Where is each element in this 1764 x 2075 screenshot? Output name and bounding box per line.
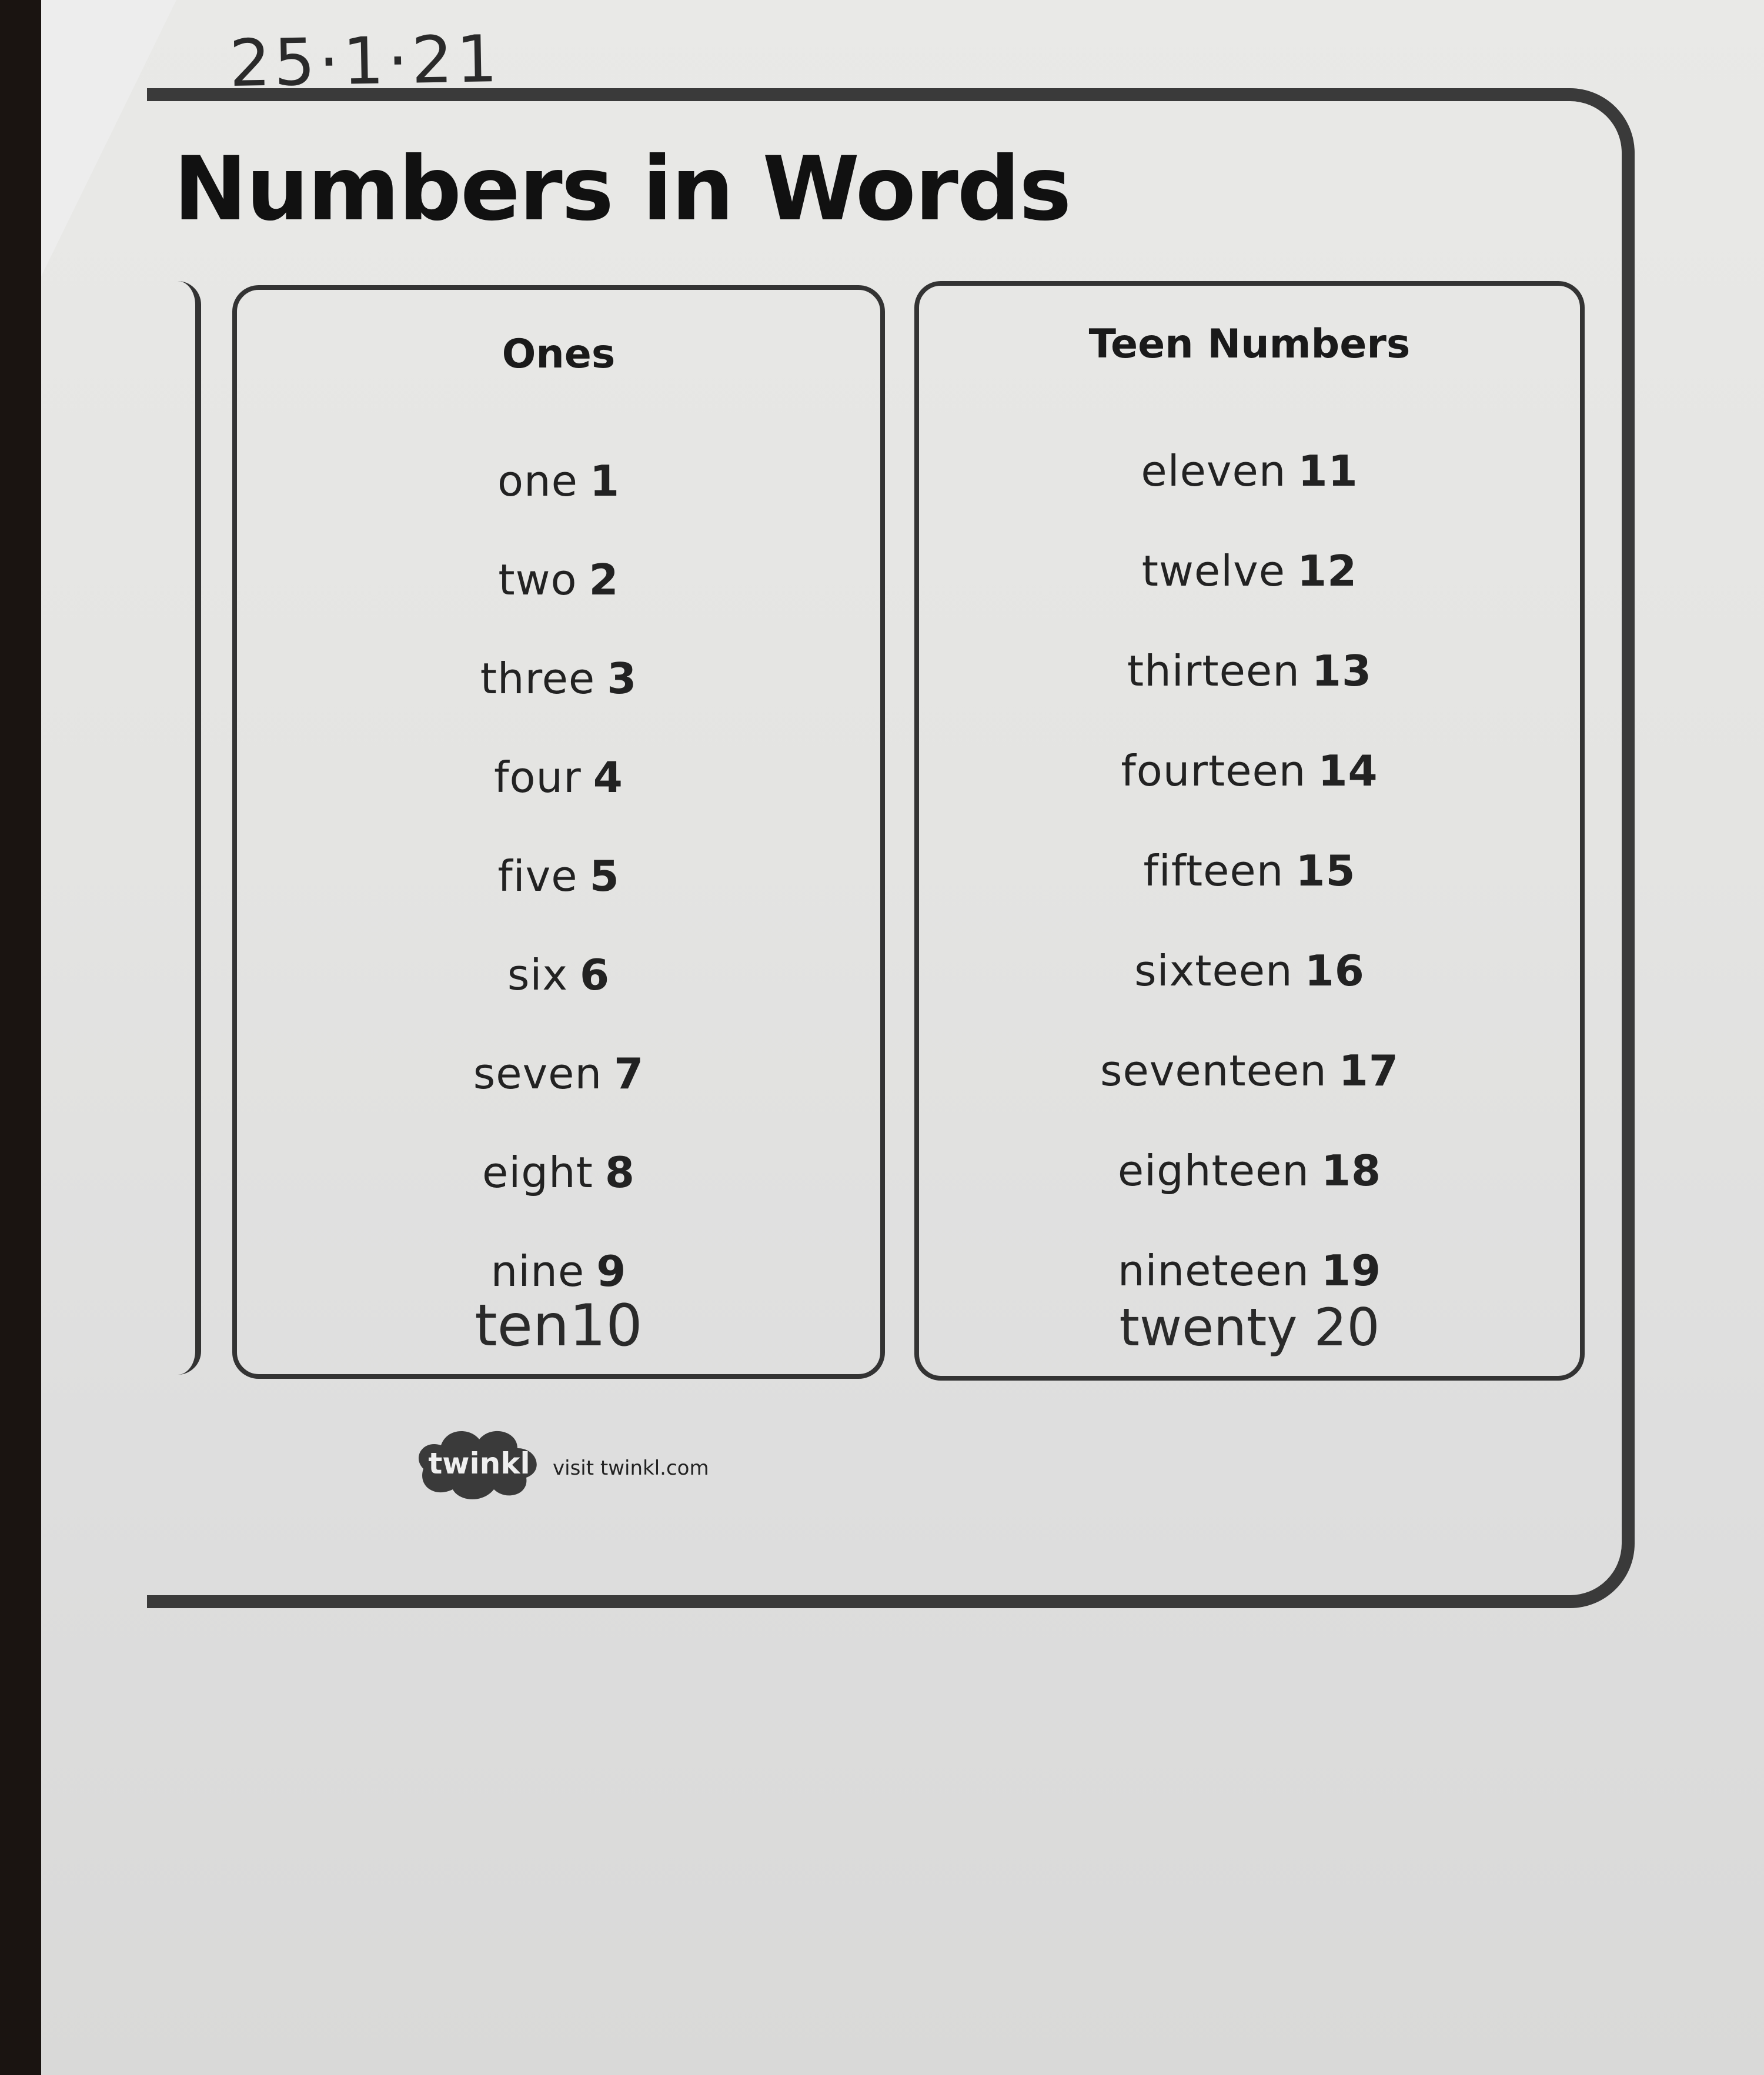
ones-box: [232, 285, 885, 1379]
teens-row-19: [919, 1246, 1580, 1295]
teens-row-13: [919, 646, 1580, 696]
word: three: [480, 654, 596, 703]
word: eighteen: [1117, 1146, 1309, 1195]
teens-row-15: [919, 846, 1580, 896]
number: 12: [1297, 546, 1358, 596]
visit-link-text: visit twinkl.com: [553, 1456, 709, 1480]
ones-row-7: [237, 1049, 880, 1098]
logo-text: twinkl: [428, 1446, 530, 1481]
teens-heading: Teen Numbers: [1088, 321, 1411, 367]
word: seven: [473, 1049, 603, 1098]
teens-row-11: [919, 446, 1580, 496]
number: 16: [1304, 946, 1365, 995]
teens-row-18: [919, 1146, 1580, 1195]
number: 9: [596, 1247, 627, 1296]
word: sixteen: [1134, 946, 1293, 995]
ones-row-5: [237, 851, 880, 901]
number: 3: [607, 654, 637, 703]
teens-row-12: [919, 546, 1580, 596]
ones-row-3: [237, 654, 880, 703]
number: 5: [589, 851, 620, 901]
number: 14: [1318, 746, 1378, 796]
teens-row-14: [919, 746, 1580, 796]
word: nine: [490, 1247, 585, 1296]
number: 19: [1321, 1246, 1382, 1295]
ones-row-4: [237, 753, 880, 802]
number: 1: [589, 456, 620, 506]
word: six: [507, 950, 568, 1000]
number: 11: [1298, 446, 1358, 496]
teens-box: [914, 281, 1585, 1381]
page-title: Numbers in Words: [173, 138, 1071, 240]
handwritten-twenty: twenty 20: [1119, 1297, 1380, 1358]
ones-row-2: [237, 555, 880, 604]
number: 18: [1321, 1146, 1382, 1195]
ones-row-8: [237, 1148, 880, 1197]
handwritten-date: 25·1·21: [228, 21, 502, 102]
word: fourteen: [1121, 746, 1307, 796]
number: 15: [1295, 846, 1356, 896]
teens-row-16: [919, 946, 1580, 995]
ones-row-9: [237, 1247, 880, 1296]
word: seventeen: [1100, 1046, 1327, 1095]
number: 17: [1338, 1046, 1399, 1095]
number: 8: [604, 1148, 635, 1197]
teens-row-17: [919, 1046, 1580, 1095]
word: two: [498, 555, 577, 604]
number: 4: [593, 753, 623, 802]
ones-row-1: [237, 456, 880, 506]
word: five: [497, 851, 578, 901]
word: eight: [482, 1148, 593, 1197]
left-bracket-decoration: [154, 281, 201, 1375]
word: twelve: [1141, 546, 1286, 596]
number: 13: [1311, 646, 1372, 696]
number: 2: [589, 555, 619, 604]
word: four: [494, 753, 582, 802]
word: eleven: [1141, 446, 1287, 496]
word: one: [497, 456, 578, 506]
twinkl-logo: [412, 1422, 547, 1504]
ones-row-6: [237, 950, 880, 1000]
word: thirteen: [1127, 646, 1300, 696]
number: 6: [580, 950, 610, 1000]
word: nineteen: [1117, 1246, 1309, 1295]
handwritten-ten: ten10: [475, 1292, 643, 1359]
word: fifteen: [1143, 846, 1284, 896]
number: 7: [614, 1049, 644, 1098]
ones-heading: Ones: [502, 331, 616, 377]
